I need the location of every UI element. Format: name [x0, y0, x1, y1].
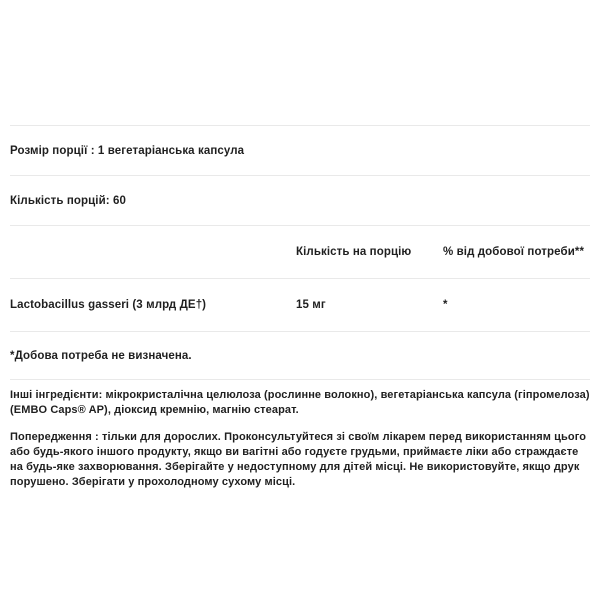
top-spacer — [10, 0, 590, 125]
daily-value-header: % від добової потреби** — [443, 246, 585, 258]
servings-per-container-text: Кількість порцій: 60 — [10, 194, 126, 207]
ingredient-amount: 15 мг — [296, 299, 326, 311]
table-header-row — [10, 226, 590, 278]
amount-per-serving-header: Кількість на порцію — [296, 246, 412, 258]
warnings-paragraph: Попередження : тільки для дорослих. Проконсультуйтеся зі своїм лікарем перед використанням цього або будь-якого іншого продукту, якщо ви вагітні або годуєте грудьми, приймаєте ліки або страждаєте на будь-яке захворювання. Зберігайте у недоступному для дітей місці. Не використовуйте, якщо друк порушено. Зберігати у прохолодному сухому місці. — [10, 431, 587, 488]
divider — [10, 379, 590, 380]
ingredient-name: Lactobacillus gasseri (3 млрд ДЕ†) — [10, 299, 207, 311]
other-ingredients-paragraph: Інші інгредієнти: мікрокристалічна целюлоза (рослинне волокно), вегетаріанська капсула (гіпромелоза) (EMBO Caps® AP), діоксид кремнію, магнію стеарат. — [10, 389, 590, 416]
footnote-row — [10, 332, 590, 379]
ingredient-daily-value: * — [443, 299, 448, 311]
table-row — [10, 279, 590, 331]
serving-size-row — [10, 126, 590, 175]
footnote-text: *Добова потреба не визначена. — [10, 349, 192, 362]
servings-per-container-row — [10, 176, 590, 225]
serving-size-text: Розмір порції : 1 вегетаріанська капсула — [10, 144, 245, 157]
